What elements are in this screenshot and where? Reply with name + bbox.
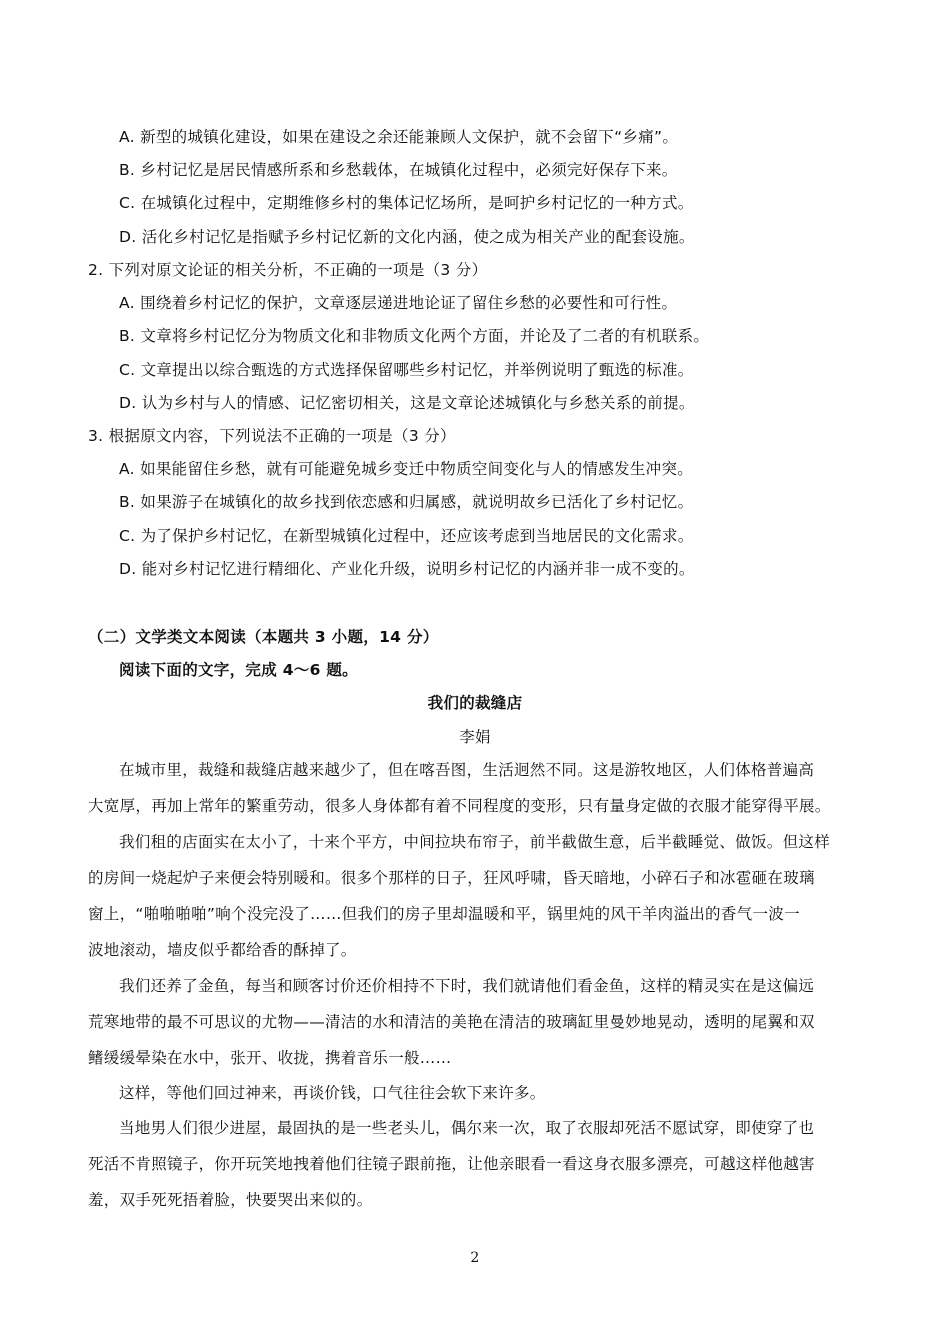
q3-stem: 3. 根据原文内容，下列说法不正确的一项是（3 分） (88, 427, 456, 445)
q2-option-d: D. 认为乡村与人的情感、记忆密切相关，这是文章论述城镇化与乡愁关系的前提。 (119, 394, 695, 412)
q2-option-a: A. 围绕着乡村记忆的保护，文章逐层递进地论证了留住乡愁的必要性和可行性。 (119, 294, 678, 312)
passage-line: 窗上，“啪啪啪啪”响个没完没了……但我们的房子里却温暖和平，锅里炖的风干羊肉溢出的香气一波一 (88, 905, 800, 923)
passage-line: 我们租的店面实在太小了，十来个平方，中间拉块布帘子，前半截做生意，后半截睡觉、做饭。但这样 (119, 833, 831, 851)
q3-option-d: D. 能对乡村记忆进行精细化、产业化升级，说明乡村记忆的内涵并非一成不变的。 (119, 560, 695, 578)
passage-line: 鳍缓缓晕染在水中，张开、收拢，携着音乐一般…… (88, 1049, 452, 1067)
q2-stem: 2. 下列对原文论证的相关分析，不正确的一项是（3 分） (88, 261, 488, 279)
section-heading: （二）文学类文本阅读（本题共 3 小题，14 分） (88, 628, 439, 646)
page-number: 2 (470, 1250, 480, 1266)
passage-line: 羞，双手死死捂着脸，快要哭出来似的。 (88, 1191, 373, 1209)
passage-line: 这样，等他们回过神来，再谈价钱，口气往往会软下来许多。 (119, 1084, 546, 1102)
passage-line: 大宽厚，再加上常年的繁重劳动，很多人身体都有着不同程度的变形，只有量身定做的衣服才能穿得平展。 (88, 797, 831, 815)
passage-line: 当地男人们很少进屋，最固执的是一些老头儿，偶尔来一次，取了衣服却死活不愿试穿，即使穿了也 (119, 1119, 815, 1137)
q1-option-d: D. 活化乡村记忆是指赋予乡村记忆新的文化内涵，使之成为相关产业的配套设施。 (119, 228, 695, 246)
passage-line: 的房间一烧起炉子来便会特别暖和。很多个那样的日子，狂风呼啸，昏天暗地，小碎石子和冰雹砸在玻璃 (88, 869, 815, 887)
passage-line: 荒寒地带的最不可思议的尤物——清洁的水和清洁的美艳在清洁的玻璃缸里曼妙地晃动，透明的尾翼和双 (88, 1013, 815, 1031)
passage-line: 死活不肯照镜子，你开玩笑地拽着他们往镜子跟前拖，让他亲眼看一看这身衣服多漂亮，可越这样他越害 (88, 1155, 815, 1173)
q3-option-a: A. 如果能留住乡愁，就有可能避免城乡变迁中物质空间变化与人的情感发生冲突。 (119, 460, 694, 478)
q1-option-a: A. 新型的城镇化建设，如果在建设之余还能兼顾人文保护，就不会留下“乡痛”。 (119, 128, 679, 146)
passage-author: 李娟 (459, 728, 491, 746)
q2-option-b: B. 文章将乡村记忆分为物质文化和非物质文化两个方面，并论及了二者的有机联系。 (119, 327, 710, 345)
passage-line: 在城市里，裁缝和裁缝店越来越少了，但在喀吾图，生活迥然不同。这是游牧地区，人们体格普遍高 (119, 761, 815, 779)
section-instruction: 阅读下面的文字，完成 4～6 题。 (119, 661, 358, 679)
q2-option-c: C. 文章提出以综合甄选的方式选择保留哪些乡村记忆，并举例说明了甄选的标准。 (119, 361, 694, 379)
passage-line: 我们还养了金鱼，每当和顾客讨价还价相持不下时，我们就请他们看金鱼，这样的精灵实在是这偏远 (119, 977, 815, 995)
passage-title: 我们的裁缝店 (427, 694, 523, 712)
q3-option-c: C. 为了保护乡村记忆，在新型城镇化过程中，还应该考虑到当地居民的文化需求。 (119, 527, 694, 545)
q3-option-b: B. 如果游子在城镇化的故乡找到依恋感和归属感，就说明故乡已活化了乡村记忆。 (119, 493, 694, 511)
passage-line: 波地滚动，墙皮似乎都给香的酥掉了。 (88, 941, 357, 959)
q1-option-c: C. 在城镇化过程中，定期维修乡村的集体记忆场所，是呵护乡村记忆的一种方式。 (119, 194, 694, 212)
q1-option-b: B. 乡村记忆是居民情感所系和乡愁载体，在城镇化过程中，必须完好保存下来。 (119, 161, 678, 179)
